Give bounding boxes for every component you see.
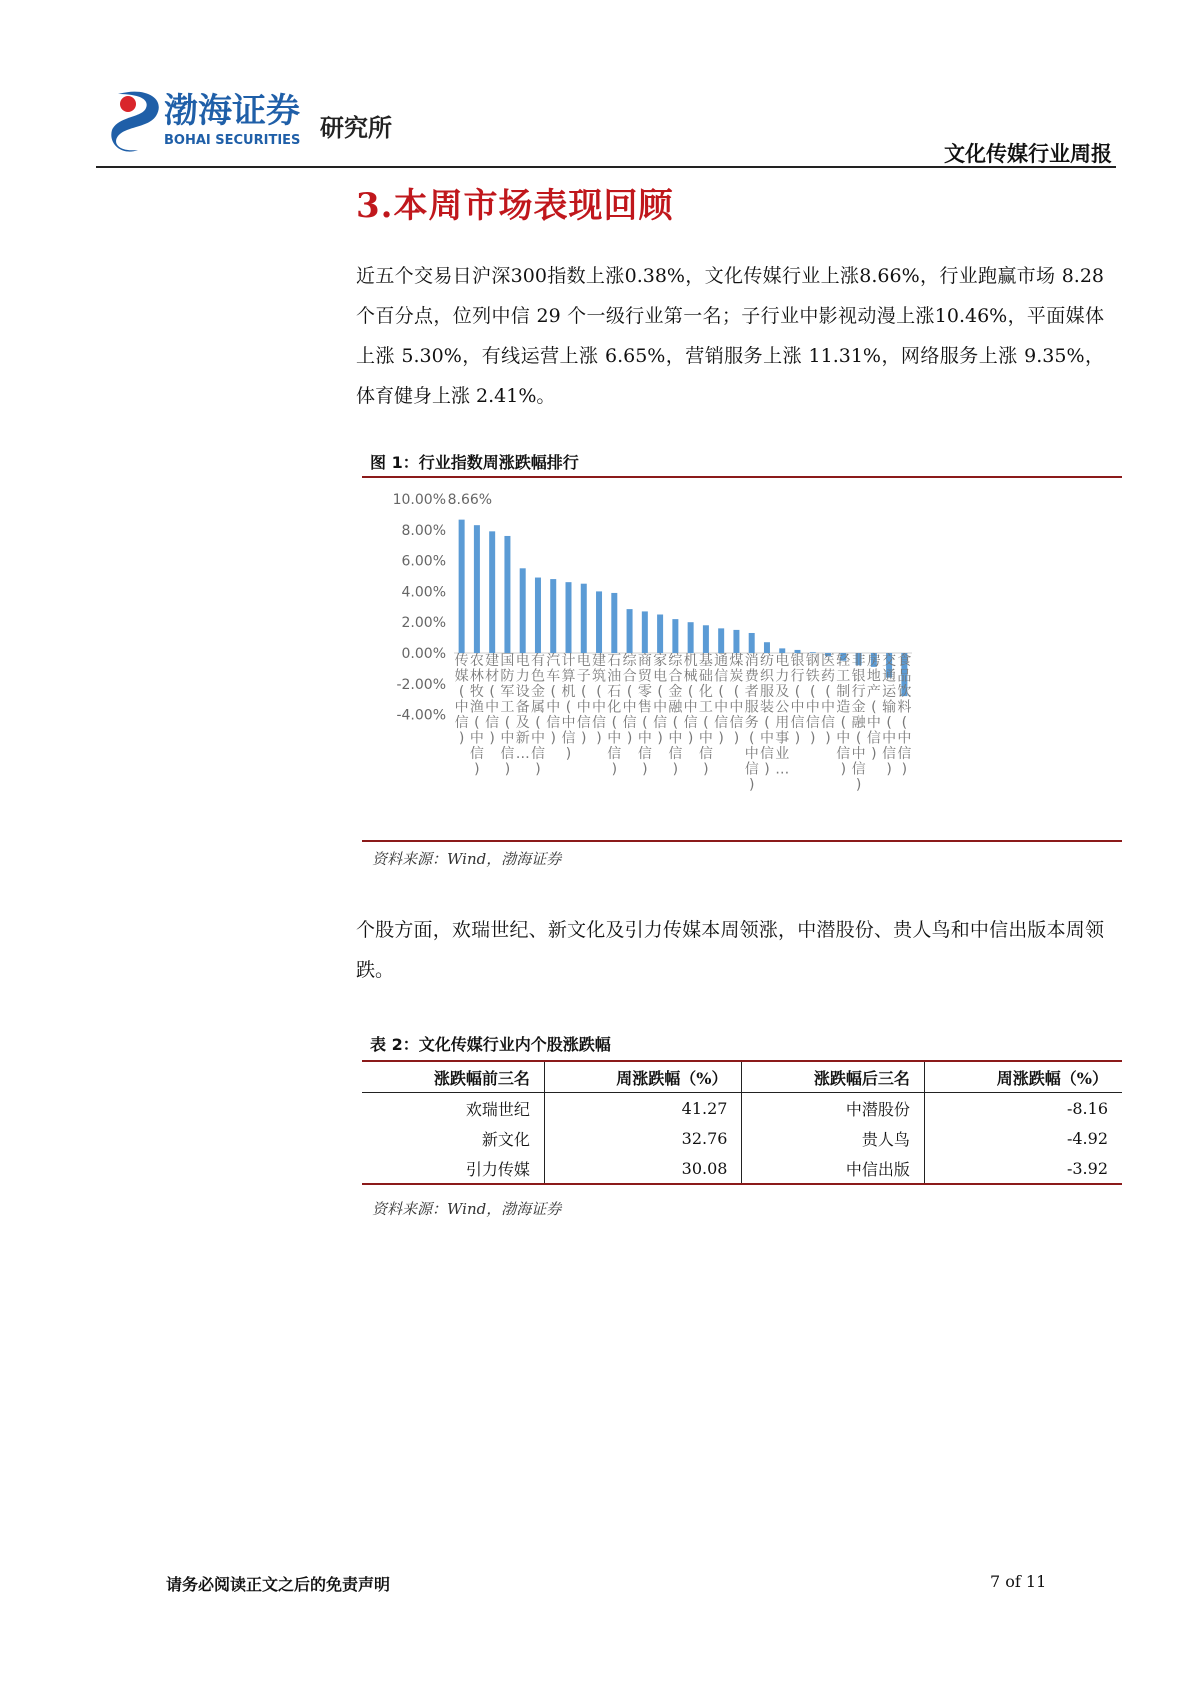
bohai-logo xyxy=(108,86,488,156)
x-tick-label: 电子(中信) xyxy=(576,653,591,747)
market-summary-paragraph: 近五个交易日沪深300指数上涨0.38%，文化传媒行业上涨8.66%，行业跑赢市场 8.28 个百分点，位列中信 29 个一级行业第一名；子行业中影视动漫上涨10.46%，平面媒体上涨 5.30%，有线运营上涨 6.65%，营销服务上涨 11.31%，网络服务上涨 9.35%，体育健身上涨 2.41%。 xyxy=(356,265,1104,407)
cell: -8.16 xyxy=(924,1093,1122,1124)
bar-传媒(中信) xyxy=(459,520,465,653)
bar-综合金融(中信) xyxy=(672,619,678,653)
x-tick-label: 非银行金融(中信) xyxy=(851,653,866,793)
cell: 41.27 xyxy=(544,1093,742,1124)
bar-煤炭(中信) xyxy=(733,630,739,653)
figure1-bottom-rule xyxy=(362,840,1122,842)
cell: 中潜股份 xyxy=(742,1093,924,1124)
y-tick-label: -4.00% xyxy=(396,707,446,724)
bar-有色金属(中信) xyxy=(535,578,541,653)
y-tick-label: 10.00% xyxy=(392,492,446,508)
table2-source: 资料来源：Wind，渤海证券 xyxy=(372,1200,562,1218)
bar-国防军工(中信) xyxy=(504,536,510,653)
y-tick-label: 0.00% xyxy=(401,646,446,662)
x-tick-label: 商贸零售(中信) xyxy=(637,653,652,778)
figure1-top-rule xyxy=(362,476,1122,478)
cell: 32.76 xyxy=(544,1123,742,1153)
table-row xyxy=(362,1123,1122,1153)
x-tick-label: 消费者服务(中信) xyxy=(744,653,759,793)
col-header-top3: 涨跌幅前三名 xyxy=(362,1062,544,1093)
cell: 30.08 xyxy=(544,1153,742,1184)
header-divider xyxy=(96,166,1116,168)
x-tick-label: 通信(中信) xyxy=(714,653,729,747)
x-tick-label: 综合(中信) xyxy=(622,653,637,747)
bar-基础化工(中信) xyxy=(703,625,709,653)
x-tick-label: 建材(中信) xyxy=(485,653,500,747)
logo-en: BOHAI SECURITIES xyxy=(164,133,301,148)
x-tick-label: 电力设备及新… xyxy=(515,653,530,762)
bar-汽车(中信) xyxy=(550,579,556,653)
bar-建筑(中信) xyxy=(596,591,602,653)
bar-通信(中信) xyxy=(718,628,724,653)
x-tick-label: 家电(中信) xyxy=(653,653,668,747)
stock-summary-paragraph: 个股方面，欢瑞世纪、新文化及引力传媒本周领涨，中潜股份、贵人鸟和中信出版本周领跌。 xyxy=(356,919,1104,981)
x-tick-label: 交通运输(中信) xyxy=(882,653,897,778)
y-tick-label: 6.00% xyxy=(401,553,446,570)
bar-石油石化(中信) xyxy=(611,593,617,653)
y-tick-label: -2.00% xyxy=(396,676,446,693)
bar-家电(中信) xyxy=(657,615,663,654)
bar-农林牧渔(中信) xyxy=(474,525,480,653)
cell: 中信出版 xyxy=(742,1153,924,1184)
x-tick-label: 医药(中信) xyxy=(821,653,836,747)
x-tick-label: 计算机(中信) xyxy=(561,653,576,762)
x-tick-label: 银行(中信) xyxy=(790,653,805,747)
x-tick-label: 纺织服装(中信) xyxy=(759,653,774,778)
industry-weekly-change-chart xyxy=(362,484,1122,840)
x-tick-label: 钢铁(中信) xyxy=(805,653,820,747)
figure1-source: 资料来源：Wind，渤海证券 xyxy=(372,850,562,868)
bar-机械(中信) xyxy=(688,622,694,653)
x-tick-label: 基础化工(中信) xyxy=(698,653,713,778)
x-tick-label: 汽车(中信) xyxy=(546,653,561,747)
x-tick-label: 轻工制造(中信) xyxy=(836,653,851,778)
x-tick-label: 电力及公用事业… xyxy=(775,653,790,778)
y-tick-label: 8.00% xyxy=(401,522,446,539)
report-type: 文化传媒行业周报 xyxy=(944,142,1112,166)
table-header-row xyxy=(362,1062,1122,1093)
page-number: 7 of 11 xyxy=(990,1572,1047,1591)
cell: -3.92 xyxy=(924,1153,1122,1184)
bar-消费者服务(中信) xyxy=(749,633,755,653)
x-tick-label: 机械(中信) xyxy=(683,653,698,747)
x-tick-label: 石油石化(中信) xyxy=(607,653,622,778)
table2-caption: 表 2：文化传媒行业内个股涨跌幅 xyxy=(370,1035,611,1054)
bar-商贸零售(中信) xyxy=(642,611,648,653)
table-row xyxy=(362,1153,1122,1184)
cell: 引力传媒 xyxy=(362,1153,544,1184)
cell: 贵人鸟 xyxy=(742,1123,924,1153)
table-row xyxy=(362,1093,1122,1124)
bar-电力设备及新… xyxy=(520,568,526,653)
bar-综合(中信) xyxy=(627,609,633,653)
figure1-caption: 图 1：行业指数周涨跌幅排行 xyxy=(370,453,579,472)
x-tick-label: 煤炭(中信) xyxy=(729,653,744,747)
x-tick-label: 综合金融(中信) xyxy=(668,653,683,778)
institute-name: 研究所 xyxy=(320,114,392,142)
y-tick-label: 2.00% xyxy=(401,615,446,632)
x-tick-label: 国防军工(中信) xyxy=(500,653,515,778)
x-tick-label: 传媒(中信) xyxy=(454,653,469,747)
bar-电子(中信) xyxy=(581,584,587,653)
bar-计算机(中信) xyxy=(566,582,572,653)
stock-change-table xyxy=(362,1062,1122,1185)
data-label: 8.66% xyxy=(447,492,493,508)
col-header-bottom3-change: 周涨跌幅（%） xyxy=(924,1062,1122,1093)
footer-disclaimer: 请务必阅读正文之后的免责声明 xyxy=(166,1575,391,1594)
x-tick-label: 建筑(中信) xyxy=(592,653,607,747)
x-tick-label: 有色金属(中信) xyxy=(530,653,545,778)
cell: 新文化 xyxy=(481,1129,530,1149)
cell: 欢瑞世纪 xyxy=(465,1099,530,1119)
x-tick-label: 食品饮料(中信) xyxy=(897,653,912,778)
x-tick-label: 房地产(中信) xyxy=(866,653,881,762)
cell: -4.92 xyxy=(924,1123,1122,1153)
section-title: 3.本周市场表现回顾 xyxy=(356,186,674,226)
col-header-bottom3: 涨跌幅后三名 xyxy=(742,1062,924,1093)
col-header-top3-change: 周涨跌幅（%） xyxy=(544,1062,742,1093)
bar-建材(中信) xyxy=(489,531,495,653)
y-tick-label: 4.00% xyxy=(401,584,446,601)
bar-纺织服装(中信) xyxy=(764,642,770,653)
x-tick-label: 农林牧渔(中信) xyxy=(469,653,484,778)
logo-cn: 渤海证券 xyxy=(164,91,300,131)
